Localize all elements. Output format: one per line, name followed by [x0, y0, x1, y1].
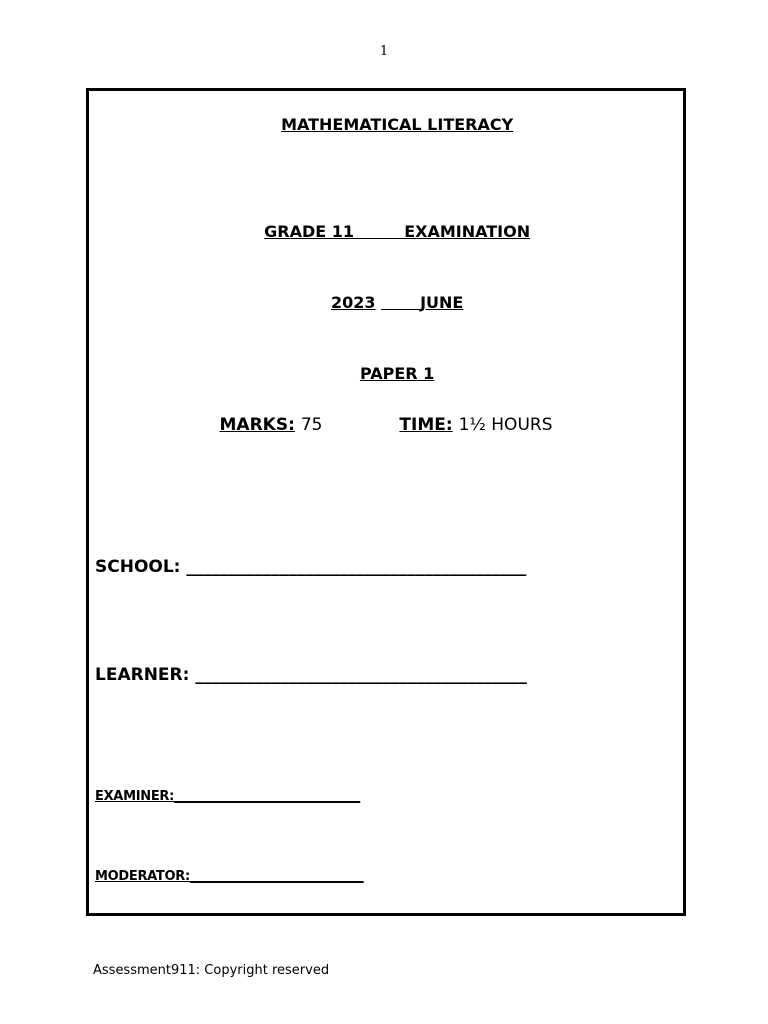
time-group: [399, 415, 552, 435]
grade-label: GRADE 11: [264, 222, 355, 241]
moderator-label: MODERATOR:: [95, 869, 190, 884]
time-label: TIME:: [399, 415, 453, 435]
year-label: 2023: [330, 293, 376, 312]
year-line: [89, 274, 683, 331]
learner-line[interactable]: _______________________________________: [195, 665, 527, 685]
school-label: SCHOOL:: [95, 557, 181, 577]
examiner-line[interactable]: ______________________________: [174, 789, 361, 804]
learner-field: [95, 665, 527, 685]
page-number: 1: [379, 44, 389, 59]
school-line[interactable]: ________________________________________: [186, 557, 527, 577]
cover-frame: [86, 88, 686, 916]
session-text: [381, 293, 463, 312]
copyright-footer: Assessment911: Copyright reserved: [93, 963, 330, 978]
marks-time-line: [89, 415, 683, 435]
grade-line: [89, 203, 683, 260]
learner-label: LEARNER:: [95, 665, 190, 685]
marks-value: 75: [300, 415, 323, 435]
examiner-field: [95, 789, 360, 804]
subject-text: MATHEMATICAL LITERACY: [281, 115, 514, 134]
moderator-line[interactable]: ____________________________: [189, 869, 364, 884]
paper-label: PAPER 1: [359, 364, 435, 383]
session-label: JUNE: [420, 293, 464, 312]
moderator-field: [95, 869, 363, 884]
marks-group: [220, 415, 323, 435]
exam-type-label: EXAMINATION: [404, 222, 531, 241]
paper-line: [89, 345, 683, 402]
time-value: 1½ HOURS: [458, 415, 553, 435]
school-field: [95, 557, 526, 577]
grade-text: [264, 222, 530, 241]
subject-title: [89, 96, 683, 153]
examiner-label: EXAMINER:: [95, 789, 175, 804]
marks-label: MARKS:: [219, 415, 295, 435]
